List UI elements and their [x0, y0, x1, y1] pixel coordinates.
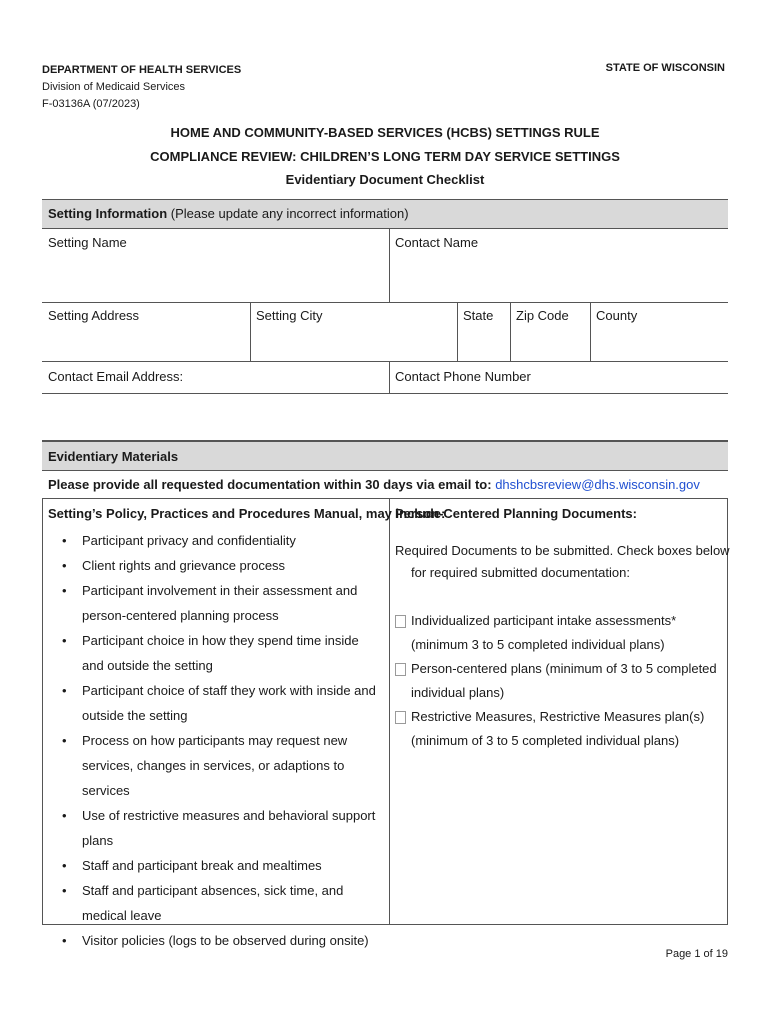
checklist-label: Person-centered plans (minimum of 3 to 5 completed individual plans): [411, 661, 717, 700]
policy-manual-heading: Setting’s Policy, Practices and Procedures Manual, may include:: [48, 506, 446, 521]
divider: [389, 498, 390, 925]
setting-name-label: Setting Name: [48, 235, 127, 250]
agency-header: [42, 62, 241, 113]
checklist-item-pcp: [395, 657, 727, 705]
county-label: County: [596, 308, 638, 323]
pcp-documents-heading: Person-Centered Planning Documents:: [395, 506, 637, 521]
checklist-label: Individualized participant intake assessments* (minimum 3 to 5 completed individual plans): [411, 613, 677, 652]
list-item: • Use of restrictive measures and behavioral support plans: [62, 808, 376, 848]
contact-email-field[interactable]: [42, 361, 389, 393]
list-item-text: Participant privacy and confidentiality: [82, 533, 296, 548]
list-item-text: Client rights and grievance process: [82, 558, 286, 573]
page-number: Page 1 of 19: [665, 948, 728, 960]
submission-instruction: [48, 477, 700, 492]
list-item: • Staff and participant break and mealtimes: [62, 858, 322, 873]
setting-address-label: Setting Address: [48, 308, 140, 323]
state-name: STATE OF WISCONSIN: [605, 62, 725, 74]
list-item-text: Participant choice in how they spend time inside and outside the setting: [82, 633, 359, 673]
checklist-item-intake: [395, 609, 727, 657]
setting-city-label: Setting City: [256, 308, 323, 323]
evidentiary-header: [42, 440, 728, 471]
setting-city-field[interactable]: [250, 302, 457, 361]
list-item-text: Use of restrictive measures and behavioral support plans: [82, 808, 376, 848]
divider: [42, 393, 728, 394]
setting-info-heading: Setting Information: [48, 206, 168, 221]
list-item: • Participant privacy and confidentiality: [62, 533, 296, 548]
checklist-label: Restrictive Measures, Restrictive Measures plan(s) (minimum of 3 to 5 completed individual plans): [411, 709, 705, 748]
review-email-link[interactable]: dhshcbsreview@dhs.wisconsin.gov: [495, 477, 700, 492]
division-name: Division of Medicaid Services: [42, 81, 186, 93]
list-item-text: Staff and participant absences, sick time, and medical leave: [82, 883, 344, 923]
contact-email-label: Contact Email Address:: [48, 369, 184, 384]
setting-info-header: [42, 199, 728, 229]
intake-assessments-checkbox[interactable]: [395, 615, 406, 628]
contact-name-field[interactable]: [389, 229, 728, 302]
form-title-line1: HOME AND COMMUNITY-BASED SERVICES (HCBS) SETTINGS RULE: [170, 125, 600, 140]
state-field[interactable]: [457, 302, 510, 361]
setting-name-field[interactable]: [42, 229, 389, 302]
setting-info-note: (Please update any incorrect information): [170, 206, 409, 221]
list-item-text: Process on how participants may request new services, changes in services, or adaptions to services: [82, 733, 348, 798]
contact-phone-field[interactable]: [389, 361, 728, 393]
contact-name-label: Contact Name: [395, 235, 479, 250]
list-item-text: Participant involvement in their assessment and person-centered planning process: [82, 583, 358, 623]
evidentiary-heading: Evidentiary Materials: [48, 449, 179, 464]
setting-address-field[interactable]: [42, 302, 250, 361]
instruction-text: Please provide all requested documentation within 30 days via email to:: [48, 477, 492, 492]
restrictive-measures-checkbox[interactable]: [395, 711, 406, 724]
department-name: DEPARTMENT OF HEALTH SERVICES: [42, 64, 242, 76]
list-item: • Client rights and grievance process: [62, 558, 286, 573]
form-subtitle: Evidentiary Document Checklist: [285, 172, 485, 187]
pcp-intro-text: Required Documents to be submitted. Check boxes below for required submitted documentation:: [395, 543, 730, 580]
zip-code-label: Zip Code: [516, 308, 569, 323]
form-title-line2: COMPLIANCE REVIEW: CHILDREN’S LONG TERM DAY SERVICE SETTINGS: [150, 149, 620, 164]
list-item-text: Visitor policies (logs to be observed during onsite): [82, 933, 369, 948]
person-centered-plans-checkbox[interactable]: [395, 663, 406, 676]
list-item: • Staff and participant absences, sick time, and medical leave: [62, 883, 344, 923]
list-item-text: Staff and participant break and mealtimes: [82, 858, 322, 873]
list-item: • Participant involvement in their assessment and person-centered planning process: [62, 583, 358, 623]
checklist-item-restrictive: [395, 705, 727, 753]
zip-code-field[interactable]: [510, 302, 590, 361]
contact-phone-label: Contact Phone Number: [395, 369, 531, 384]
list-item-text: Participant choice of staff they work with inside and outside the setting: [82, 683, 376, 723]
list-item: • Process on how participants may request new services, changes in services, or adaptions to services: [62, 733, 348, 798]
list-item: • Participant choice in how they spend time inside and outside the setting: [62, 633, 359, 673]
form-number: F-03136A (07/2023): [42, 98, 140, 110]
list-item: • Visitor policies (logs to be observed during onsite): [62, 933, 369, 948]
list-item: • Participant choice of staff they work with inside and outside the setting: [62, 683, 376, 723]
county-field[interactable]: [590, 302, 728, 361]
policy-items-list: [42, 528, 387, 953]
state-label: State: [463, 308, 494, 323]
